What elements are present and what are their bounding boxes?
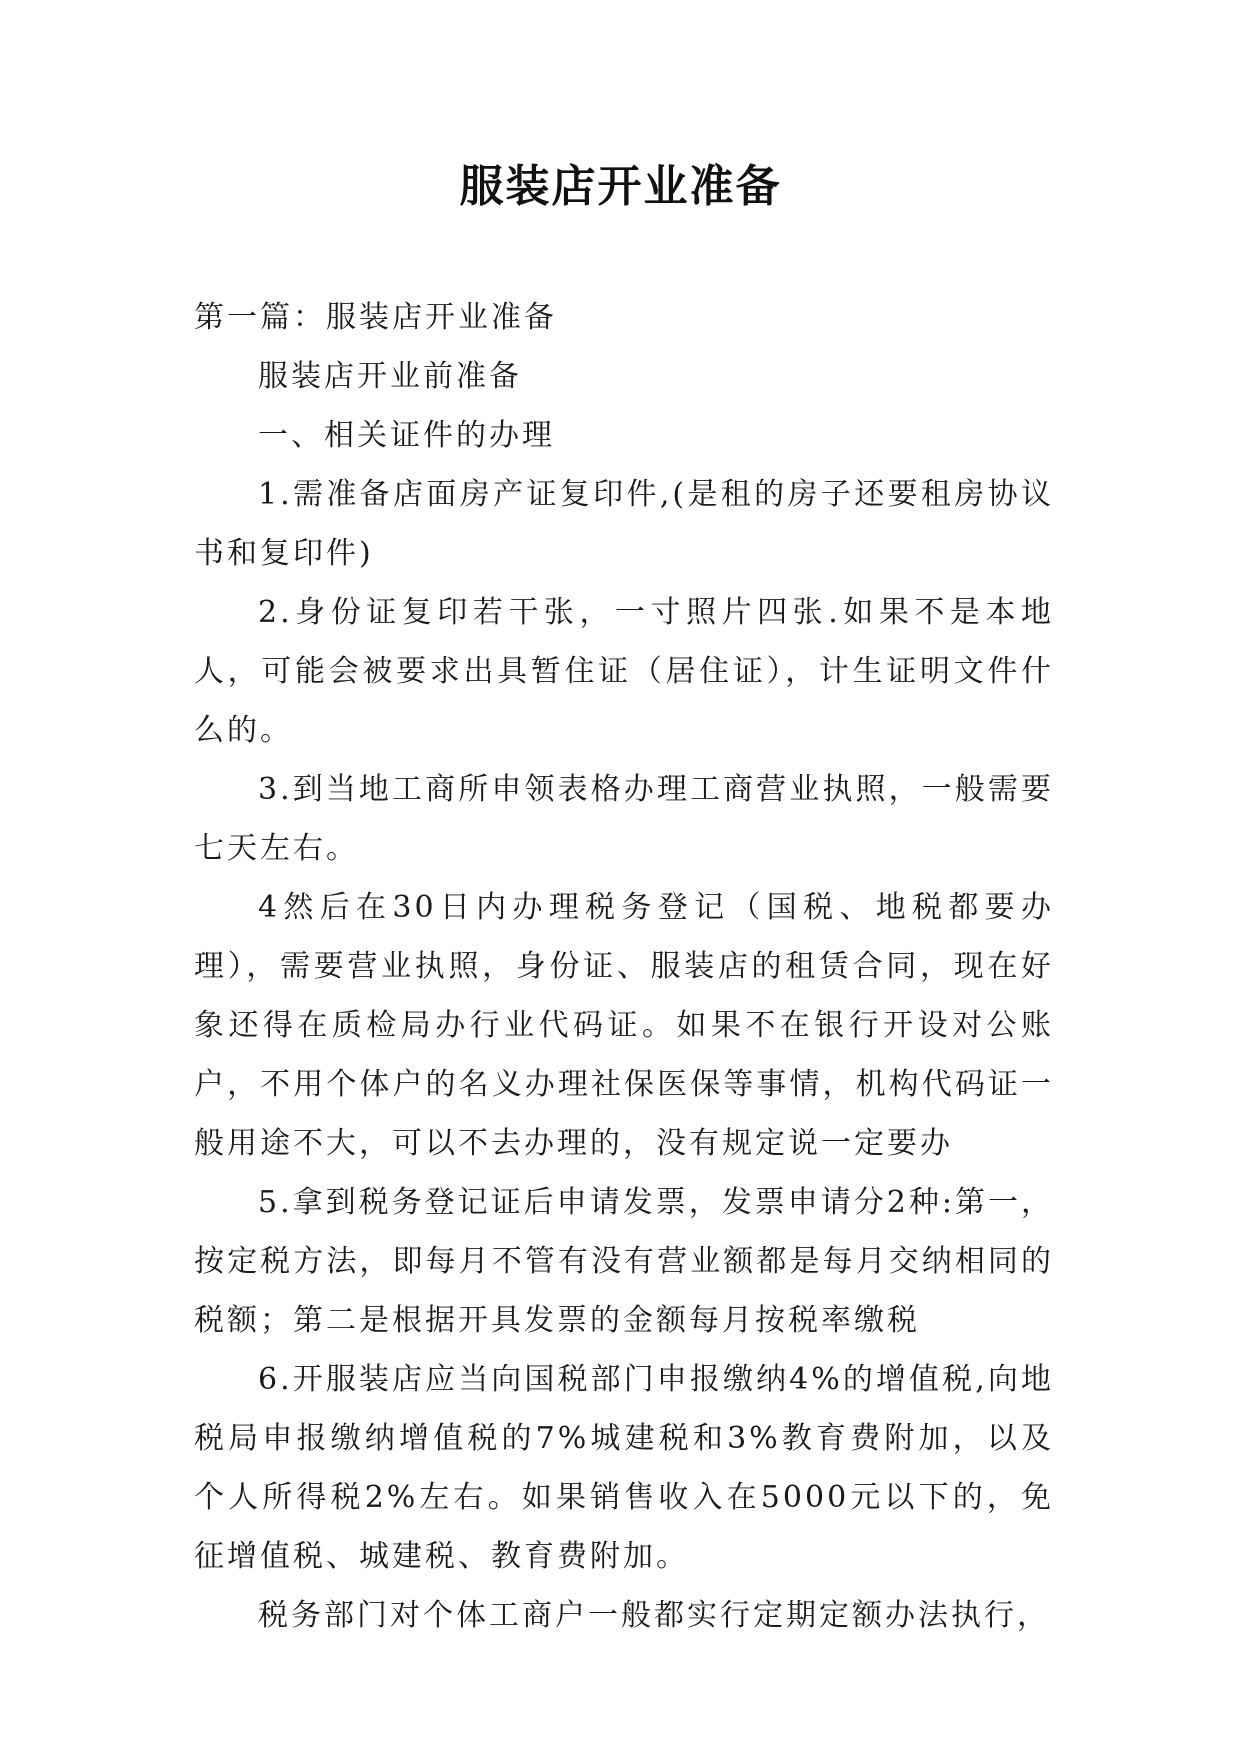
paragraph-item-5: 5.拿到税务登记证后申请发票，发票申请分2种:第一，按定税方法，即每月不管有没有营业额都是每月交纳相同的税额；第二是根据开具发票的金额每月按税率缴税 [194,1185,1054,1338]
list-heading: 一、相关证件的办理 [258,418,555,453]
paragraph-item-4: 4然后在30日内办理税务登记（国税、地税都要办理），需要营业执照，身份证、服装店的租赁合同，现在好象还得在质检局办行业代码证。如果不在银行开设对公账户，不用个体户的名义办理社保医保等事情，机构代码证一般用途不大，可以不去办理的，没有规定说一定要办 [194,890,1054,1161]
subsection-heading: 服装店开业前准备 [258,359,522,394]
paragraph-item-6: 6.开服装店应当向国税部门申报缴纳4%的增值税,向地税局申报缴纳增值税的7%城建税和3%教育费附加，以及个人所得税2%左右。如果销售收入在5000元以下的，免征增值税、城建税、教育费附加。 [194,1362,1054,1574]
section-heading: 第一篇：服装店开业准备 [194,300,557,335]
paragraph-item-2: 2.身份证复印若干张，一寸照片四张.如果不是本地人，可能会被要求出具暂住证（居住证），计生证明文件什么的。 [194,595,1054,748]
document-title: 服装店开业准备 [459,161,782,212]
paragraph-tax-note: 税务部门对个体工商户一般都实行定期定额办法执行， [258,1598,1050,1633]
paragraph-item-3: 3.到当地工商所申领表格办理工商营业执照，一般需要七天左右。 [194,772,1054,866]
document-body [194,288,1054,1645]
paragraph-item-1: 1.需准备店面房产证复印件,(是租的房子还要租房协议书和复印件) [194,477,1054,571]
